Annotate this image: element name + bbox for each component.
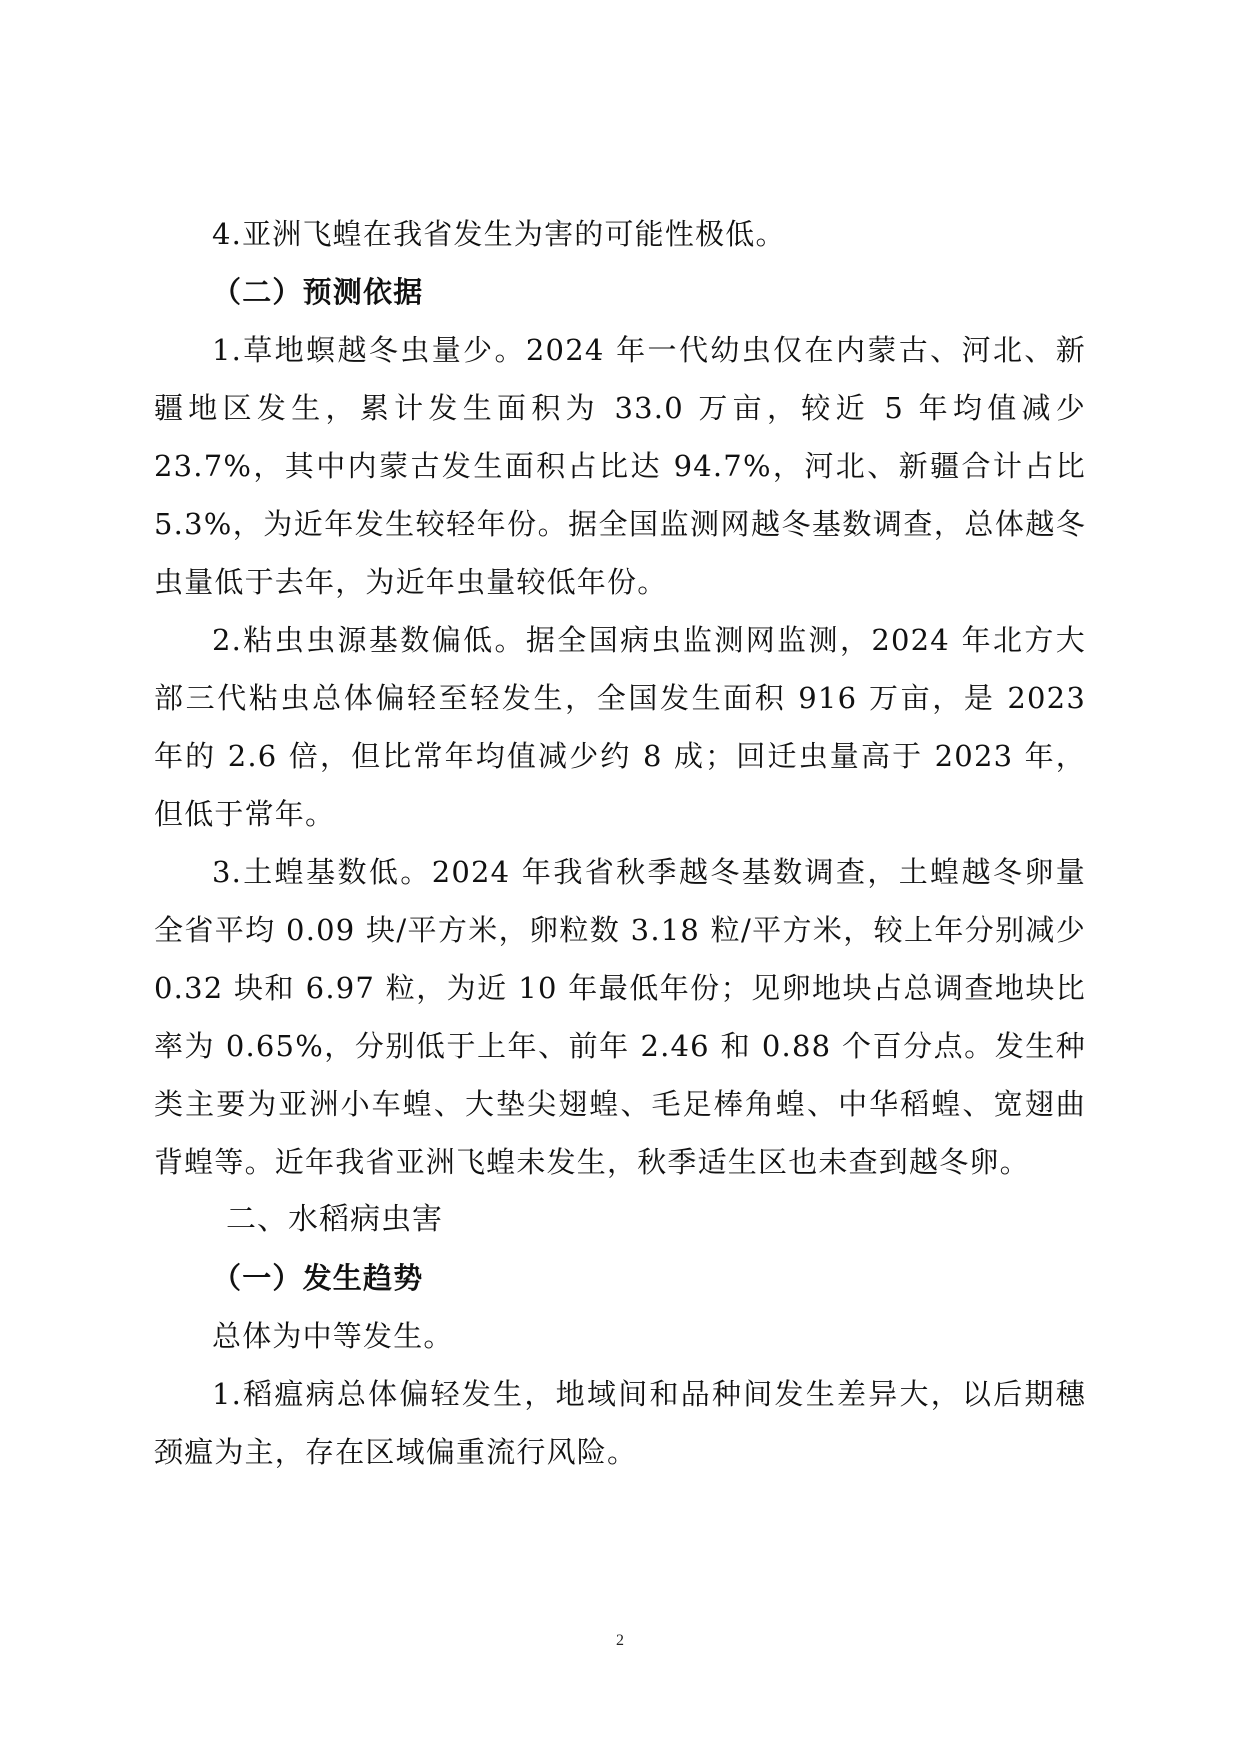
page-body [154,205,1086,1481]
paragraph-meadow-moth: 1.草地螟越冬虫量少。2024 年一代幼虫仅在内蒙古、河北、新疆地区发生，累计发生面积为 33.0 万亩，较近 5 年均值减少 23.7%，其中内蒙古发生面积占比达 94.7%，河北、新疆合计占比 5.3%，为近年发生较轻年份。据全国监测网越冬基数调查，总体越冬虫量低于去年，为近年虫量较低年份。 [154,333,1086,599]
paragraph-overall-moderate: 总体为中等发生。 [212,1319,454,1353]
paragraph-rice-blast: 1.稻瘟病总体偏轻发生，地域间和品种间发生差异大，以后期穗颈瘟为主，存在区域偏重流行风险。 [154,1377,1086,1469]
subheading-occurrence-trend: （一）发生趋势 [212,1261,424,1295]
subheading-forecast-basis: （二）预测依据 [212,275,424,309]
section-heading-rice-pests: 二、水稻病虫害 [226,1202,443,1237]
paragraph-armyworm: 2.粘虫虫源基数偏低。据全国病虫监测网监测，2024 年北方大部三代粘虫总体偏轻至轻发生，全国发生面积 916 万亩，是 2023 年的 2.6 倍，但比常年均值减少约 8 成；回迁虫量高于 2023 年，但低于常年。 [154,623,1086,831]
paragraph-locust-base: 3.土蝗基数低。2024 年我省秋季越冬基数调查，土蝗越冬卵量全省平均 0.09 块/平方米，卵粒数 3.18 粒/平方米，较上年分别减少 0.32 块和 6.97 粒，为近 10 年最低年份；见卵地块占总调查地块比率为 0.65%，分别低于上年、前年 2.46 和 0.88 个百分点。发生种类主要为亚洲小车蝗、大垫尖翅蝗、毛足棒角蝗、中华稻蝗、宽翅曲背蝗等。近年我省亚洲飞蝗未发生，秋季适生区也未查到越冬卵。 [154,855,1086,1179]
paragraph-asian-locust-risk: 4.亚洲飞蝗在我省发生为害的可能性极低。 [212,217,786,251]
page-number: 2 [616,1632,624,1649]
